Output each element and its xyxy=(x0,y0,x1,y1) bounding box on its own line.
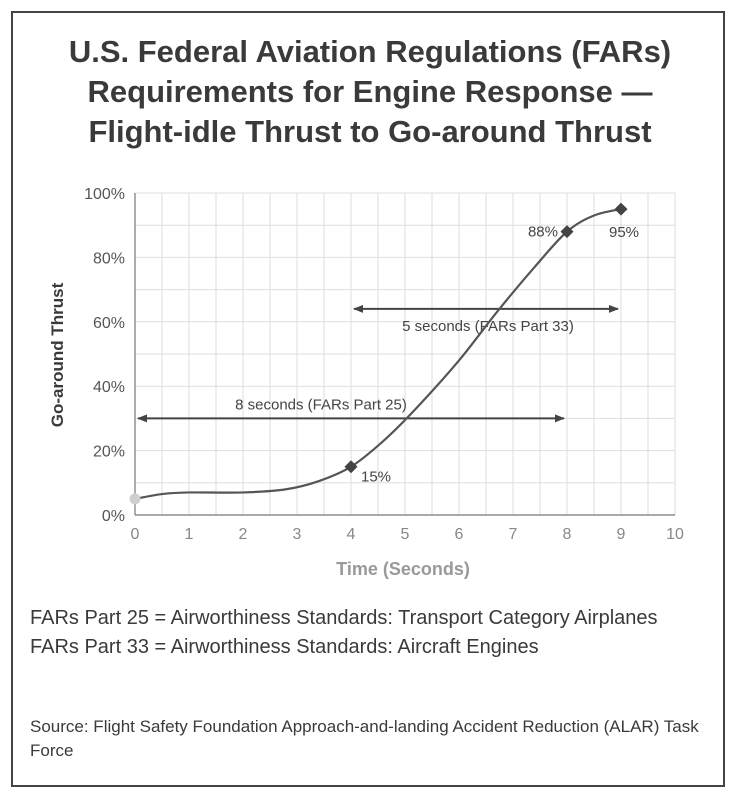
duration-label: 8 seconds (FARs Part 25) xyxy=(235,396,407,414)
data-point-marker xyxy=(615,203,628,216)
y-tick-label: 100% xyxy=(84,186,125,203)
y-tick-label: 80% xyxy=(92,250,125,268)
chart-grid xyxy=(135,193,675,515)
chart-title-line-3: Flight-idle Thrust to Go-around Thrust xyxy=(88,114,652,149)
y-tick-label: 20% xyxy=(92,443,125,461)
y-tick-label: 60% xyxy=(92,314,125,332)
note-part-25: FARs Part 25 = Airworthiness Standards: Transport Category Airplanes xyxy=(30,607,658,629)
duration-label: 5 seconds (FARs Part 33) xyxy=(402,317,574,335)
notes xyxy=(30,604,710,662)
x-tick-label: 7 xyxy=(508,526,518,543)
chart-title-line-1: U.S. Federal Aviation Regulations (FARs) xyxy=(68,34,672,69)
data-point-label: 15% xyxy=(361,468,392,486)
x-tick-label: 6 xyxy=(454,526,464,543)
data-point-marker xyxy=(345,460,358,473)
x-tick-label: 8 xyxy=(562,526,572,543)
x-tick-label: 5 xyxy=(400,526,410,543)
chart-title-line-2: Requirements for Engine Response — xyxy=(87,74,653,109)
data-point-label: 95% xyxy=(609,224,640,242)
x-tick-label: 2 xyxy=(238,526,248,543)
data-point-label: 88% xyxy=(527,223,558,241)
y-tick-label: 0% xyxy=(101,508,125,525)
note-part-33: FARs Part 33 = Airworthiness Standards: Aircraft Engines xyxy=(30,636,539,658)
x-tick-label: 3 xyxy=(292,526,302,543)
x-tick-label: 9 xyxy=(616,526,626,543)
y-axis-label: Go-around Thrust xyxy=(48,282,67,428)
x-tick-label: 10 xyxy=(666,526,684,543)
start-point xyxy=(130,493,141,504)
x-tick-label: 0 xyxy=(130,526,140,543)
source-note: Source: Flight Safety Foundation Approach-and-landing Accident Reduction (ALAR) Task Force xyxy=(30,717,699,760)
x-axis-label: Time (Seconds) xyxy=(336,559,470,579)
y-tick-label: 40% xyxy=(92,379,125,397)
x-tick-label: 1 xyxy=(184,526,194,543)
x-tick-label: 4 xyxy=(346,526,356,543)
